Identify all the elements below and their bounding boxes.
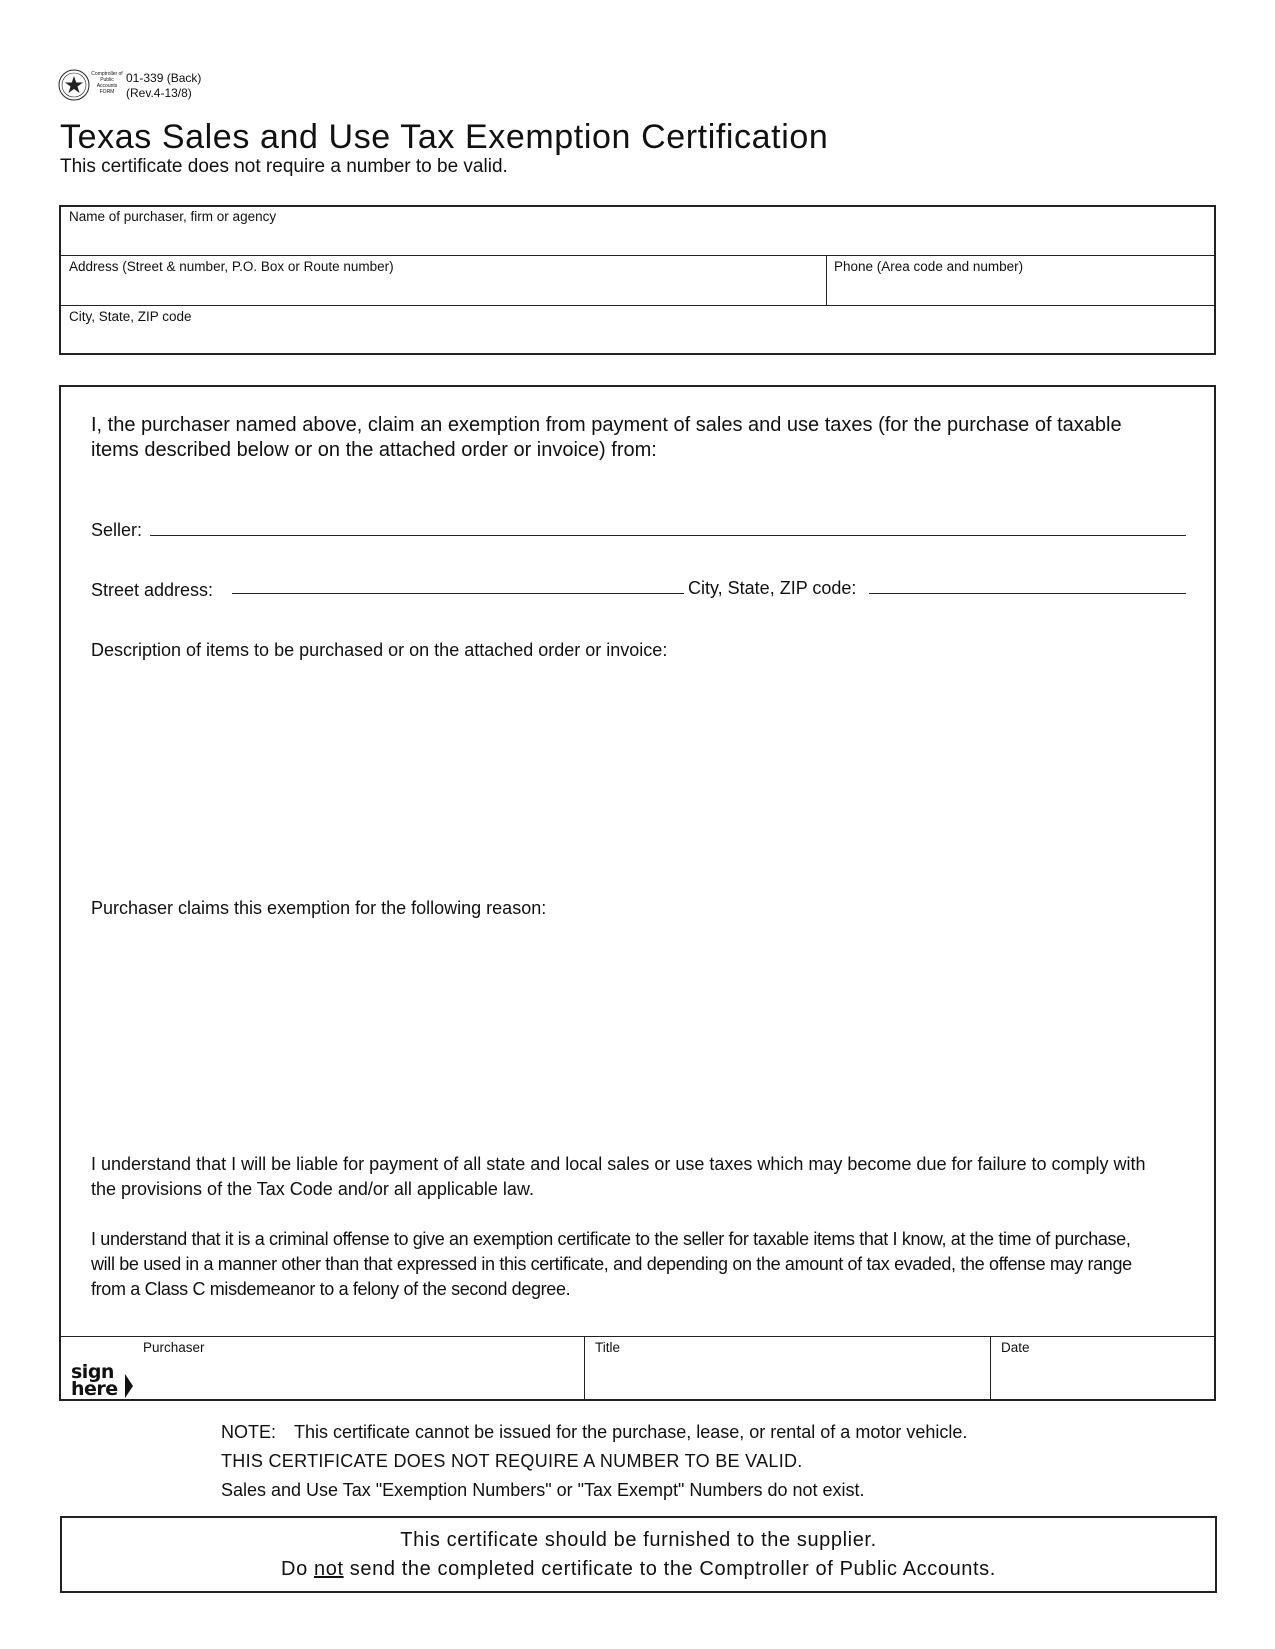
liability-statement [91, 1152, 1146, 1202]
offense-statement [91, 1227, 1132, 1302]
note-line [221, 1422, 967, 1443]
note-label: NOTE: [221, 1422, 277, 1442]
exemption-claim-box [59, 385, 1216, 1401]
sign-here-marker [71, 1361, 118, 1400]
statement-line: I understand that it is a criminal offense to give an exemption certificate to the seller for taxable items that I know, at the time of purchase, [91, 1229, 1131, 1249]
purchaser-address-label: Address (Street & number, P.O. Box or Route number) [69, 259, 394, 274]
claim-intro [91, 413, 1122, 463]
form-number-block [126, 71, 201, 101]
do-not-send-line [62, 1558, 1215, 1581]
statement-line: from a Class C misdemeanor to a felony of the second degree. [91, 1279, 571, 1299]
form-revision: (Rev.4-13/8) [126, 86, 192, 100]
reason-label: Purchaser claims this exemption for the following reason: [91, 898, 547, 918]
seller-city-input-line[interactable] [869, 593, 1186, 594]
exemption-numbers-notice: Sales and Use Tax "Exemption Numbers" or "Tax Exempt" Numbers do not exist. [221, 1480, 865, 1500]
claim-intro-line: I, the purchaser named above, claim an exemption from payment of sales and use taxes (for the purchase of taxable [91, 414, 1122, 436]
do-word: Do [281, 1558, 308, 1580]
form-number: 01-339 (Back) [126, 71, 202, 85]
here-word: here [71, 1378, 118, 1400]
page-title: Texas Sales and Use Tax Exemption Certification [60, 118, 829, 156]
do-not-send-text: send the completed certificate to the Comptroller of Public Accounts. [349, 1558, 996, 1580]
purchaser-name-field[interactable] [61, 207, 1214, 255]
purchaser-name-label: Name of purchaser, firm or agency [69, 209, 277, 224]
purchaser-phone-field[interactable] [827, 256, 1214, 304]
street-address-label: Street address: [91, 580, 214, 600]
description-label: Description of items to be purchased or on the attached order or invoice: [91, 640, 668, 660]
claim-intro-line: items described below or on the attached order or invoice) from: [91, 439, 657, 461]
seal-caption: Comptroller of Public Accounts FORM [91, 71, 123, 95]
seller-city-label: City, State, ZIP code: [688, 578, 857, 598]
statement-line: the provisions of the Tax Code and/or all applicable law. [91, 1179, 534, 1199]
title-field[interactable] [585, 1337, 989, 1397]
statement-line: will be used in a manner other than that expressed in this certificate, and depending on the amount of tax evaded, the offense may range [91, 1254, 1132, 1274]
furnish-line: This certificate should be furnished to the supplier. [400, 1529, 877, 1551]
title-label: Title [595, 1340, 621, 1355]
street-address-input-line[interactable] [232, 593, 684, 594]
signature-row [61, 1336, 1214, 1399]
purchaser-city-field[interactable] [61, 306, 1214, 353]
purchaser-info-box [59, 205, 1216, 355]
date-field[interactable] [991, 1337, 1214, 1397]
comptroller-seal-icon [58, 69, 90, 101]
purchaser-city-label: City, State, ZIP code [69, 309, 192, 324]
arrow-right-icon [125, 1374, 133, 1398]
date-label: Date [1001, 1340, 1030, 1355]
note-text: This certificate cannot be issued for the purchase, lease, or rental of a motor vehicle. [294, 1422, 968, 1442]
no-number-notice: THIS CERTIFICATE DOES NOT REQUIRE A NUMBER TO BE VALID. [221, 1451, 803, 1471]
statement-line: I understand that I will be liable for payment of all state and local sales or use taxes which may become due for failure to comply with [91, 1154, 1146, 1174]
sign-word: sign [71, 1361, 114, 1383]
furnish-instructions-box [60, 1516, 1217, 1593]
seller-input-line[interactable] [150, 535, 1186, 536]
purchaser-address-field[interactable] [61, 256, 826, 304]
page-subtitle: This certificate does not require a number to be valid. [60, 156, 508, 177]
purchaser-phone-label: Phone (Area code and number) [834, 259, 1024, 274]
purchaser-signature-field[interactable] [141, 1337, 581, 1397]
seller-label: Seller: [91, 520, 143, 540]
purchaser-signature-label: Purchaser [143, 1340, 205, 1355]
reason-area[interactable] [91, 927, 1186, 1127]
not-word: not [314, 1558, 344, 1580]
description-area[interactable] [91, 669, 1186, 879]
